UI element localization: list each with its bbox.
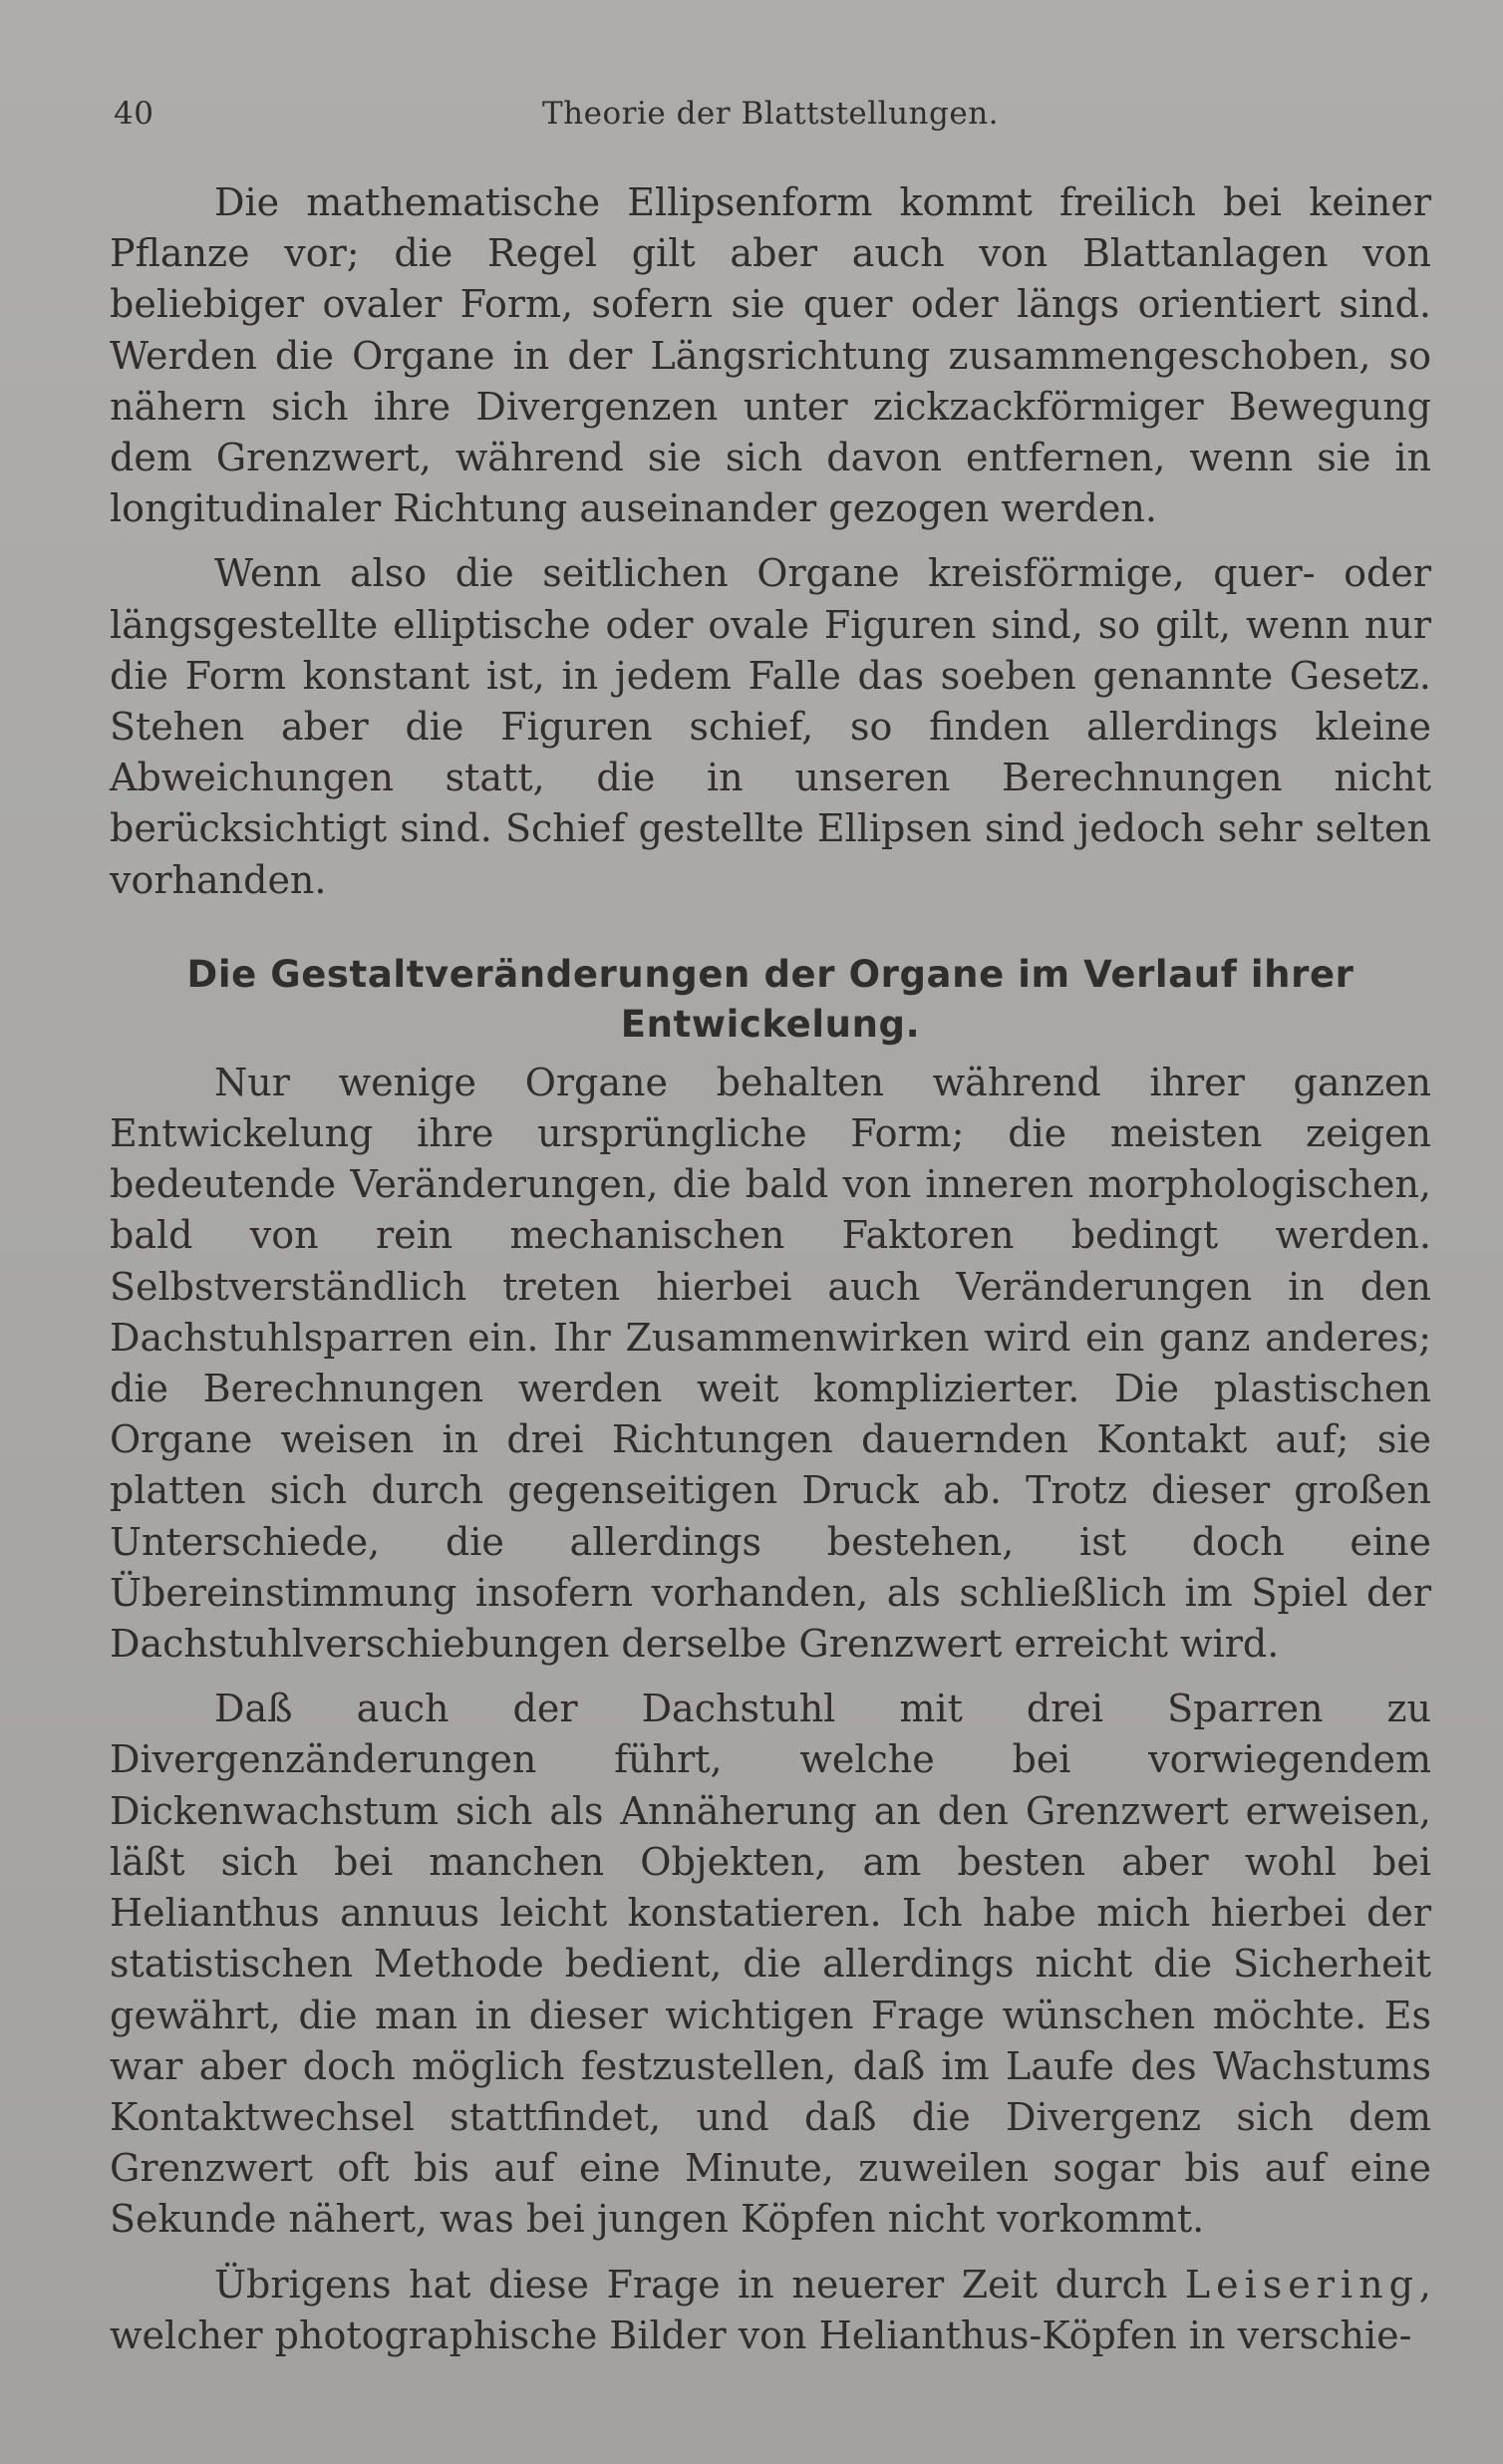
paragraph-5-end: , welcher photographische Bilder von Helianthus-Köpfen in verschie-: [110, 2262, 1431, 2357]
paragraph-gap: [110, 534, 1431, 548]
body-text: [110, 177, 1431, 2361]
page-header: [114, 96, 1427, 140]
page-number: 40: [114, 96, 154, 132]
section-heading: Die Gestaltveränderungen der Organe im Verlauf ihrer Entwickelung.: [186, 952, 1354, 1046]
paragraph-5-start: Übrigens hat diese Frage in neuerer Zeit durch: [214, 2262, 1168, 2307]
section-gap: [110, 906, 1431, 950]
paragraph-4: Daß auch der Dachstuhl mit drei Sparren zu Divergenzänderungen führt, welche bei vorwiegendem Dickenwachstum sich als Annäherung an den Grenzwert erweisen, läßt sich bei manchen Objekten, am besten aber wohl bei Helianthus annuus leicht konstatieren. Ich habe mich hierbei der statistischen Methode bedient, die allerdings nicht die Sicherheit gewährt, die man in dieser wichtigen Frage wünschen möchte. Es war aber doch möglich festzustellen, daß im Laufe des Wachstums Kontaktwechsel stattfindet, und daß die Divergenz sich dem Grenzwert oft bis auf eine Minute, zuweilen sogar bis auf eine Sekunde nähert, was bei jungen Köpfen nicht vorkommt.: [110, 1687, 1431, 2242]
paragraph-gap: [110, 1670, 1431, 1684]
running-title: Theorie der Blattstellungen.: [542, 96, 1000, 132]
paragraph-1: Die mathematische Ellipsenform kommt freilich bei keiner Pflanze vor; die Regel gilt aber auch von Blattanlagen von beliebiger ovaler Form, sofern sie quer oder längs orientiert sind. Werden die Organe in der Längsrichtung zusammengeschoben, so nähern sich ihre Divergenzen unter zickzackförmiger Bewegung dem Grenzwert, während sie sich davon entfernen, wenn sie in longitudinaler Richtung auseinander gezogen werden.: [110, 180, 1431, 531]
paragraph-2: Wenn also die seitlichen Organe kreisförmige, quer- oder längsgestellte elliptische oder ovale Figuren sind, so gilt, wenn nur die Form konstant ist, in jedem Falle das soeben genannte Gesetz. Stehen aber die Figuren schief, so finden allerdings kleine Abweichungen statt, die in unseren Berechnungen nicht berücksichtigt sind. Schief gestellte Ellipsen sind jedoch sehr selten vorhanden.: [110, 551, 1431, 902]
paragraph-gap: [110, 2246, 1431, 2260]
paragraph-5: [110, 2260, 1431, 2361]
author-name-leisering: Leisering: [1184, 2262, 1419, 2307]
paragraph-3: Nur wenige Organe behalten während ihrer ganzen Entwickelung ihre ursprüngliche Form; die meisten zeigen bedeutende Veränderungen, die bald von inneren morphologischen, bald von rein mechanischen Faktoren bedingt werden. Selbstverständlich treten hierbei auch Veränderungen in den Dachstuhlsparren ein. Ihr Zusammenwirken wird ein ganz anderes; die Berechnungen werden weit komplizierter. Die plastischen Organe weisen in drei Richtungen dauernden Kontakt auf; sie platten sich durch gegenseitigen Druck ab. Trotz dieser großen Unterschiede, die allerdings bestehen, ist doch eine Übereinstimmung insofern vorhanden, als schließlich im Spiel der Dachstuhlverschiebungen derselbe Grenzwert erreicht wird.: [110, 1060, 1431, 1667]
